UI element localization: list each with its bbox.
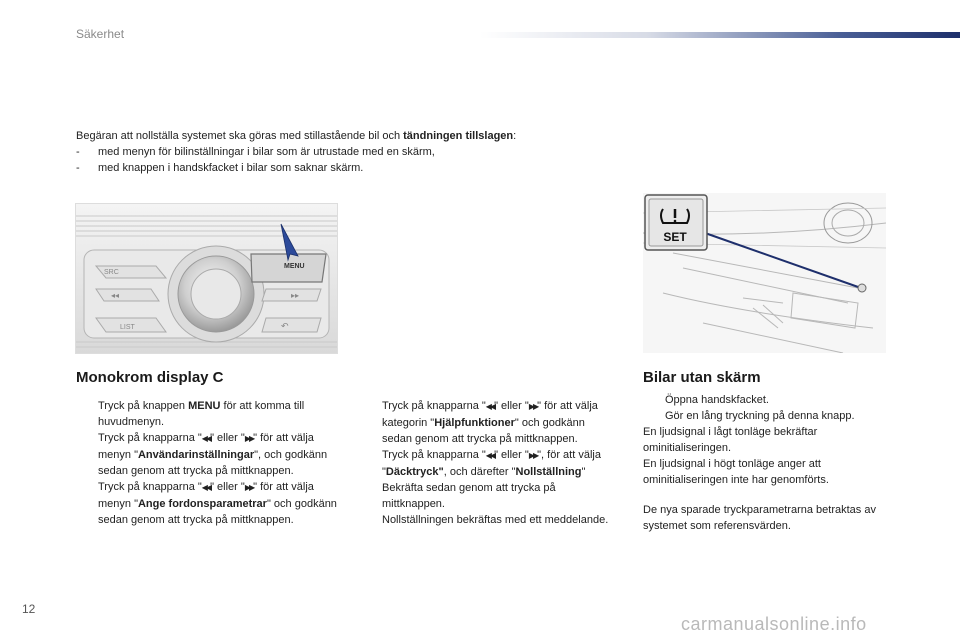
para-low-tone: En ljudsignal i lågt tonläge bekräftar ominitialiseringen. (643, 426, 818, 454)
page-number: 12 (22, 602, 36, 616)
left-arrows-icon: ◀◀ (485, 402, 495, 411)
watermark: carmanualsonline.info (681, 614, 867, 634)
list-item: Gör en lång tryckning på denna knapp. (665, 410, 855, 422)
list-label: LIST (120, 324, 135, 331)
glovebox-illustration (643, 193, 886, 353)
right-arrows-icon: ▶▶ (528, 451, 538, 460)
intro-item-1: med menyn för bilinställningar i bilar som är utrustade med en skärm, (98, 146, 435, 158)
svg-text:◂◂: ◂◂ (111, 291, 120, 300)
dash: - (76, 146, 80, 158)
header-title: Säkerhet (76, 27, 125, 41)
bilar-steps (643, 392, 898, 534)
src-label: SRC (104, 269, 119, 276)
set-label: SET (663, 230, 687, 244)
list-item: Tryck på knapparna "◀◀" eller "▶▶" för att välja kategorin "Hjälpfunktioner" och godkänn sedan genom att trycka på mittknappen. (382, 400, 598, 445)
header-bar (480, 32, 960, 38)
left-arrows-icon: ◀◀ (201, 483, 211, 492)
list-item: Tryck på knapparna "◀◀" eller "▶▶" för att välja menyn "Användarinställningar", och godkänn sedan genom att trycka på mittknappen. (98, 432, 328, 477)
left-arrows-icon: ◀◀ (201, 434, 211, 443)
intro-text (76, 128, 636, 176)
section-title-bilar: Bilar utan skärm (643, 369, 761, 386)
section-title-monokrom: Monokrom display C (76, 369, 224, 386)
svg-text:▸▸: ▸▸ (291, 291, 300, 300)
confirm-text: Nollställningen bekräftas med ett meddelande. (382, 514, 609, 526)
intro-suffix: : (513, 130, 517, 142)
list-item: Tryck på knapparna "◀◀" eller "▶▶", för att välja "Däcktryck", och därefter "Nollställning" Bekräfta sedan genom att trycka på mittknappen. Nollställningen bekräftas med ett meddelande. (382, 449, 609, 526)
control-panel-illustration (75, 203, 338, 354)
intro-bold: tändningen tillslagen (403, 130, 514, 142)
left-arrows-icon: ◀◀ (485, 451, 495, 460)
menu-label: MENU (284, 263, 305, 270)
right-arrows-icon: ▶▶ (244, 434, 254, 443)
dash: - (76, 162, 80, 174)
right-arrows-icon: ▶▶ (528, 402, 538, 411)
right-arrows-icon: ▶▶ (244, 483, 254, 492)
intro-item-2: med knappen i handskfacket i bilar som saknar skärm. (98, 162, 364, 174)
control-panel-drawing (76, 204, 337, 353)
intro-prefix: Begäran att nollställa systemet ska göras med stillastående bil och (76, 130, 404, 142)
svg-text:↶: ↶ (281, 321, 289, 331)
list-item: Tryck på knapparna "◀◀" eller "▶▶" för att välja menyn "Ange fordonsparametrar" och godkänn sedan genom att trycka på mittknappen. (98, 481, 337, 526)
list-item: Öppna handskfacket. (665, 394, 769, 406)
list-item: Tryck på knappen MENU för att komma till huvudmenyn. (98, 400, 305, 428)
glovebox-drawing (643, 193, 886, 353)
monokrom-steps (76, 398, 346, 528)
para-reference: De nya sparade tryckparametrarna betraktas av systemet som referensvärden. (643, 504, 876, 532)
middle-steps (360, 398, 615, 528)
para-high-tone: En ljudsignal i högt tonläge anger att ominitialiseringen inte har genomförts. (643, 458, 829, 486)
